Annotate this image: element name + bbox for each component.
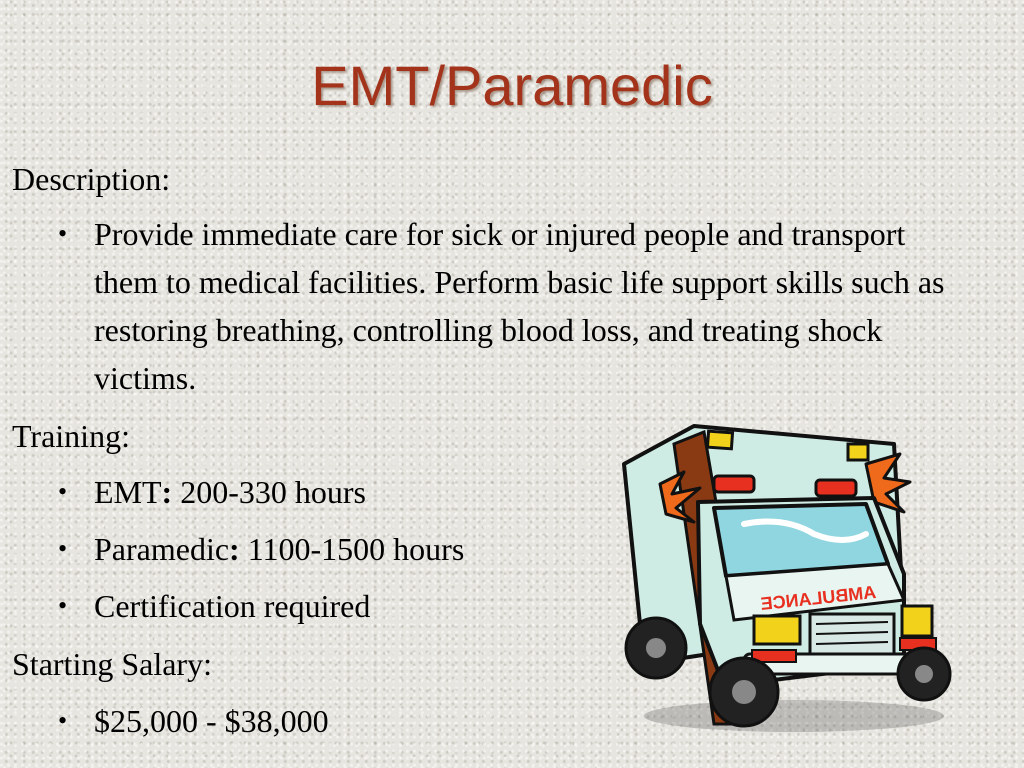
training-hours: 200-330 hours <box>172 474 366 510</box>
description-text: Provide immediate care for sick or injured people and transport them to medical facilities. Perform basic life support skills such as restoring breathing, controlling blood loss, and treating shock victims. <box>94 216 945 396</box>
training-hours: 1100-1500 hours <box>239 531 465 567</box>
salary-heading: Starting Salary: <box>12 646 212 682</box>
ambulance-clipart <box>604 424 956 736</box>
bullet-icon: • <box>58 706 68 735</box>
training-label: Paramedic <box>94 531 230 567</box>
description-heading: Description: <box>12 161 171 197</box>
salary-range: $25,000 - $38,000 <box>94 703 329 739</box>
training-label: EMT <box>94 474 162 510</box>
description-bullet <box>58 210 970 402</box>
certification-text: Certification required <box>94 588 371 624</box>
bullet-icon: • <box>58 591 68 620</box>
slide-title: EMT/Paramedic <box>311 54 713 117</box>
training-separator: : <box>229 531 240 567</box>
bullet-icon: • <box>58 534 68 563</box>
bullet-icon: • <box>58 477 68 506</box>
bullet-icon: • <box>58 219 68 248</box>
ambulance-text: AMBULANCE <box>759 582 878 615</box>
training-separator: : <box>161 474 173 510</box>
training-heading: Training: <box>12 418 130 454</box>
